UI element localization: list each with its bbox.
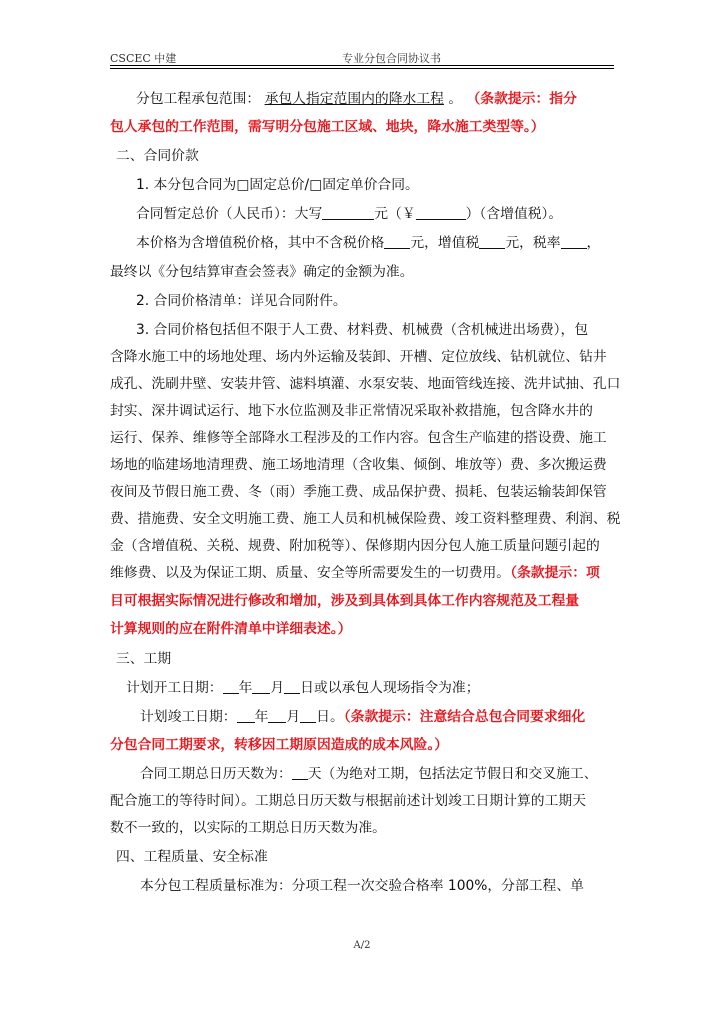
price-scope-line: 场地的临建场地清理费、施工场地清理（含收集、倾倒、堆放等）费、多次搬运费: [110, 457, 607, 473]
price-list: 2. 合同价格清单：详见合同附件。: [136, 293, 347, 309]
price-scope-line: 含降水施工中的场地处理、场内外运输及装卸、开槽、定位放线、钻机就位、钻井: [110, 349, 607, 365]
page-number: A/2: [353, 940, 371, 951]
tax-line: 本价格为含增值税价格，其中不含税价格 元，增值税 元，税率 ，: [136, 230, 646, 256]
section-2-title: 二、合同价款: [116, 148, 199, 164]
total-price-line: 合同暂定总价（人民币）：大写 元（￥ ）（含增值税）。: [136, 201, 646, 227]
start-year-blank: [223, 677, 239, 694]
price-scope-last-line: 维修费、以及为保证工期、质量、安全等所需要发生的一切费用。（条款提示：项: [110, 565, 600, 581]
duration-line-3: 数不一致的，以实际的工期总日历天数为准。: [110, 820, 386, 836]
finish-day-blank: [300, 706, 316, 723]
start-month-blank: [252, 677, 270, 694]
section-3-title: 三、工期: [116, 651, 172, 667]
contract-type: 1. 本分包合同为□固定总价/□固定单价合同。: [136, 177, 419, 193]
finish-month-blank: [268, 706, 286, 723]
pretax-blank: [384, 232, 410, 249]
price-scope-line: 费、措施费、安全文明施工费、施工人员和机械保险费、竣工资料整理费、利润、税: [110, 511, 621, 527]
rate-blank: [561, 232, 587, 249]
planned-start-line: 计划开工日期： 年 月 日或以承包人现场指令为准；: [126, 675, 636, 701]
planned-finish-line: 计划竣工日期： 年 月 日。（条款提示：注意结合总包合同要求细化: [140, 704, 650, 730]
header-rule-thin: [110, 68, 614, 69]
scope-value: 承包人指定范围内的降水工程: [264, 91, 444, 107]
header-doc-title: 专业分包合同协议书: [342, 52, 441, 65]
price-hint-line: 计算规则的应在附件清单中详细表述。）: [110, 621, 352, 637]
start-day-blank: [284, 677, 300, 694]
scope-hint: （条款提示：指分: [466, 91, 577, 107]
header-rule: [110, 65, 614, 66]
price-hint-line: 目可根据实际情况进行修改和增加，涉及到具体到具体工作内容规范及工程量: [110, 593, 580, 609]
page-header: [110, 50, 614, 66]
finish-hint-line: 分包合同工期要求，转移因工期原因造成的成本风险。）: [110, 737, 449, 753]
duration-line: 合同工期总日历天数为： 天（为绝对工期，包括法定节假日和交叉施工、: [140, 761, 650, 787]
section-4-title: 四、工程质量、安全标准: [116, 849, 268, 865]
price-scope-line: 封实、深井调试运行、地下水位监测及非正常情况采取补救措施，包含降水井的: [110, 403, 593, 419]
price-scope-line: 金（含增值税、关税、规费、附加税等）、保修期内因分包人施工质量问题引起的: [110, 538, 600, 554]
price-scope-line: 夜间及节假日施工费、冬（雨）季施工费、成品保护费、损耗、包装运输装卸保管: [110, 484, 607, 500]
final-amount: 最终以《分包结算审查会签表》确定的金额为准。: [110, 264, 414, 280]
total-price-words-blank: [322, 203, 374, 220]
scope-line: 分包工程承包范围： 承包人指定范围内的降水工程 。 （条款提示：指分: [136, 91, 577, 107]
duration-blank: [292, 763, 308, 780]
total-price-number-blank: [416, 203, 466, 220]
scope-hint-line: 包人承包的工作范围，需写明分包施工区域、地块，降水施工类型等。）: [110, 119, 545, 135]
header-company: CSCEC 中建: [110, 52, 177, 65]
finish-year-blank: [237, 706, 255, 723]
vat-blank: [479, 232, 505, 249]
price-scope-line: 运行、保养、维修等全部降水工程涉及的工作内容。包含生产临建的搭设费、施工: [110, 430, 607, 446]
quality-standard: 本分包工程质量标准为：分项工程一次交验合格率 100%，分部工程、单: [140, 878, 584, 894]
price-scope-line: 成孔、洗刷井壁、安装井管、滤料填灌、水泵安装、地面管线连接、洗井试抽、孔口: [110, 376, 621, 392]
duration-line-2: 配合施工的等待时间）。工期总日历天数与根据前述计划竣工日期计算的工期天: [110, 793, 586, 809]
price-scope-line: 3. 合同价格包括但不限于人工费、材料费、机械费（含机械进出场费），包: [136, 322, 589, 338]
